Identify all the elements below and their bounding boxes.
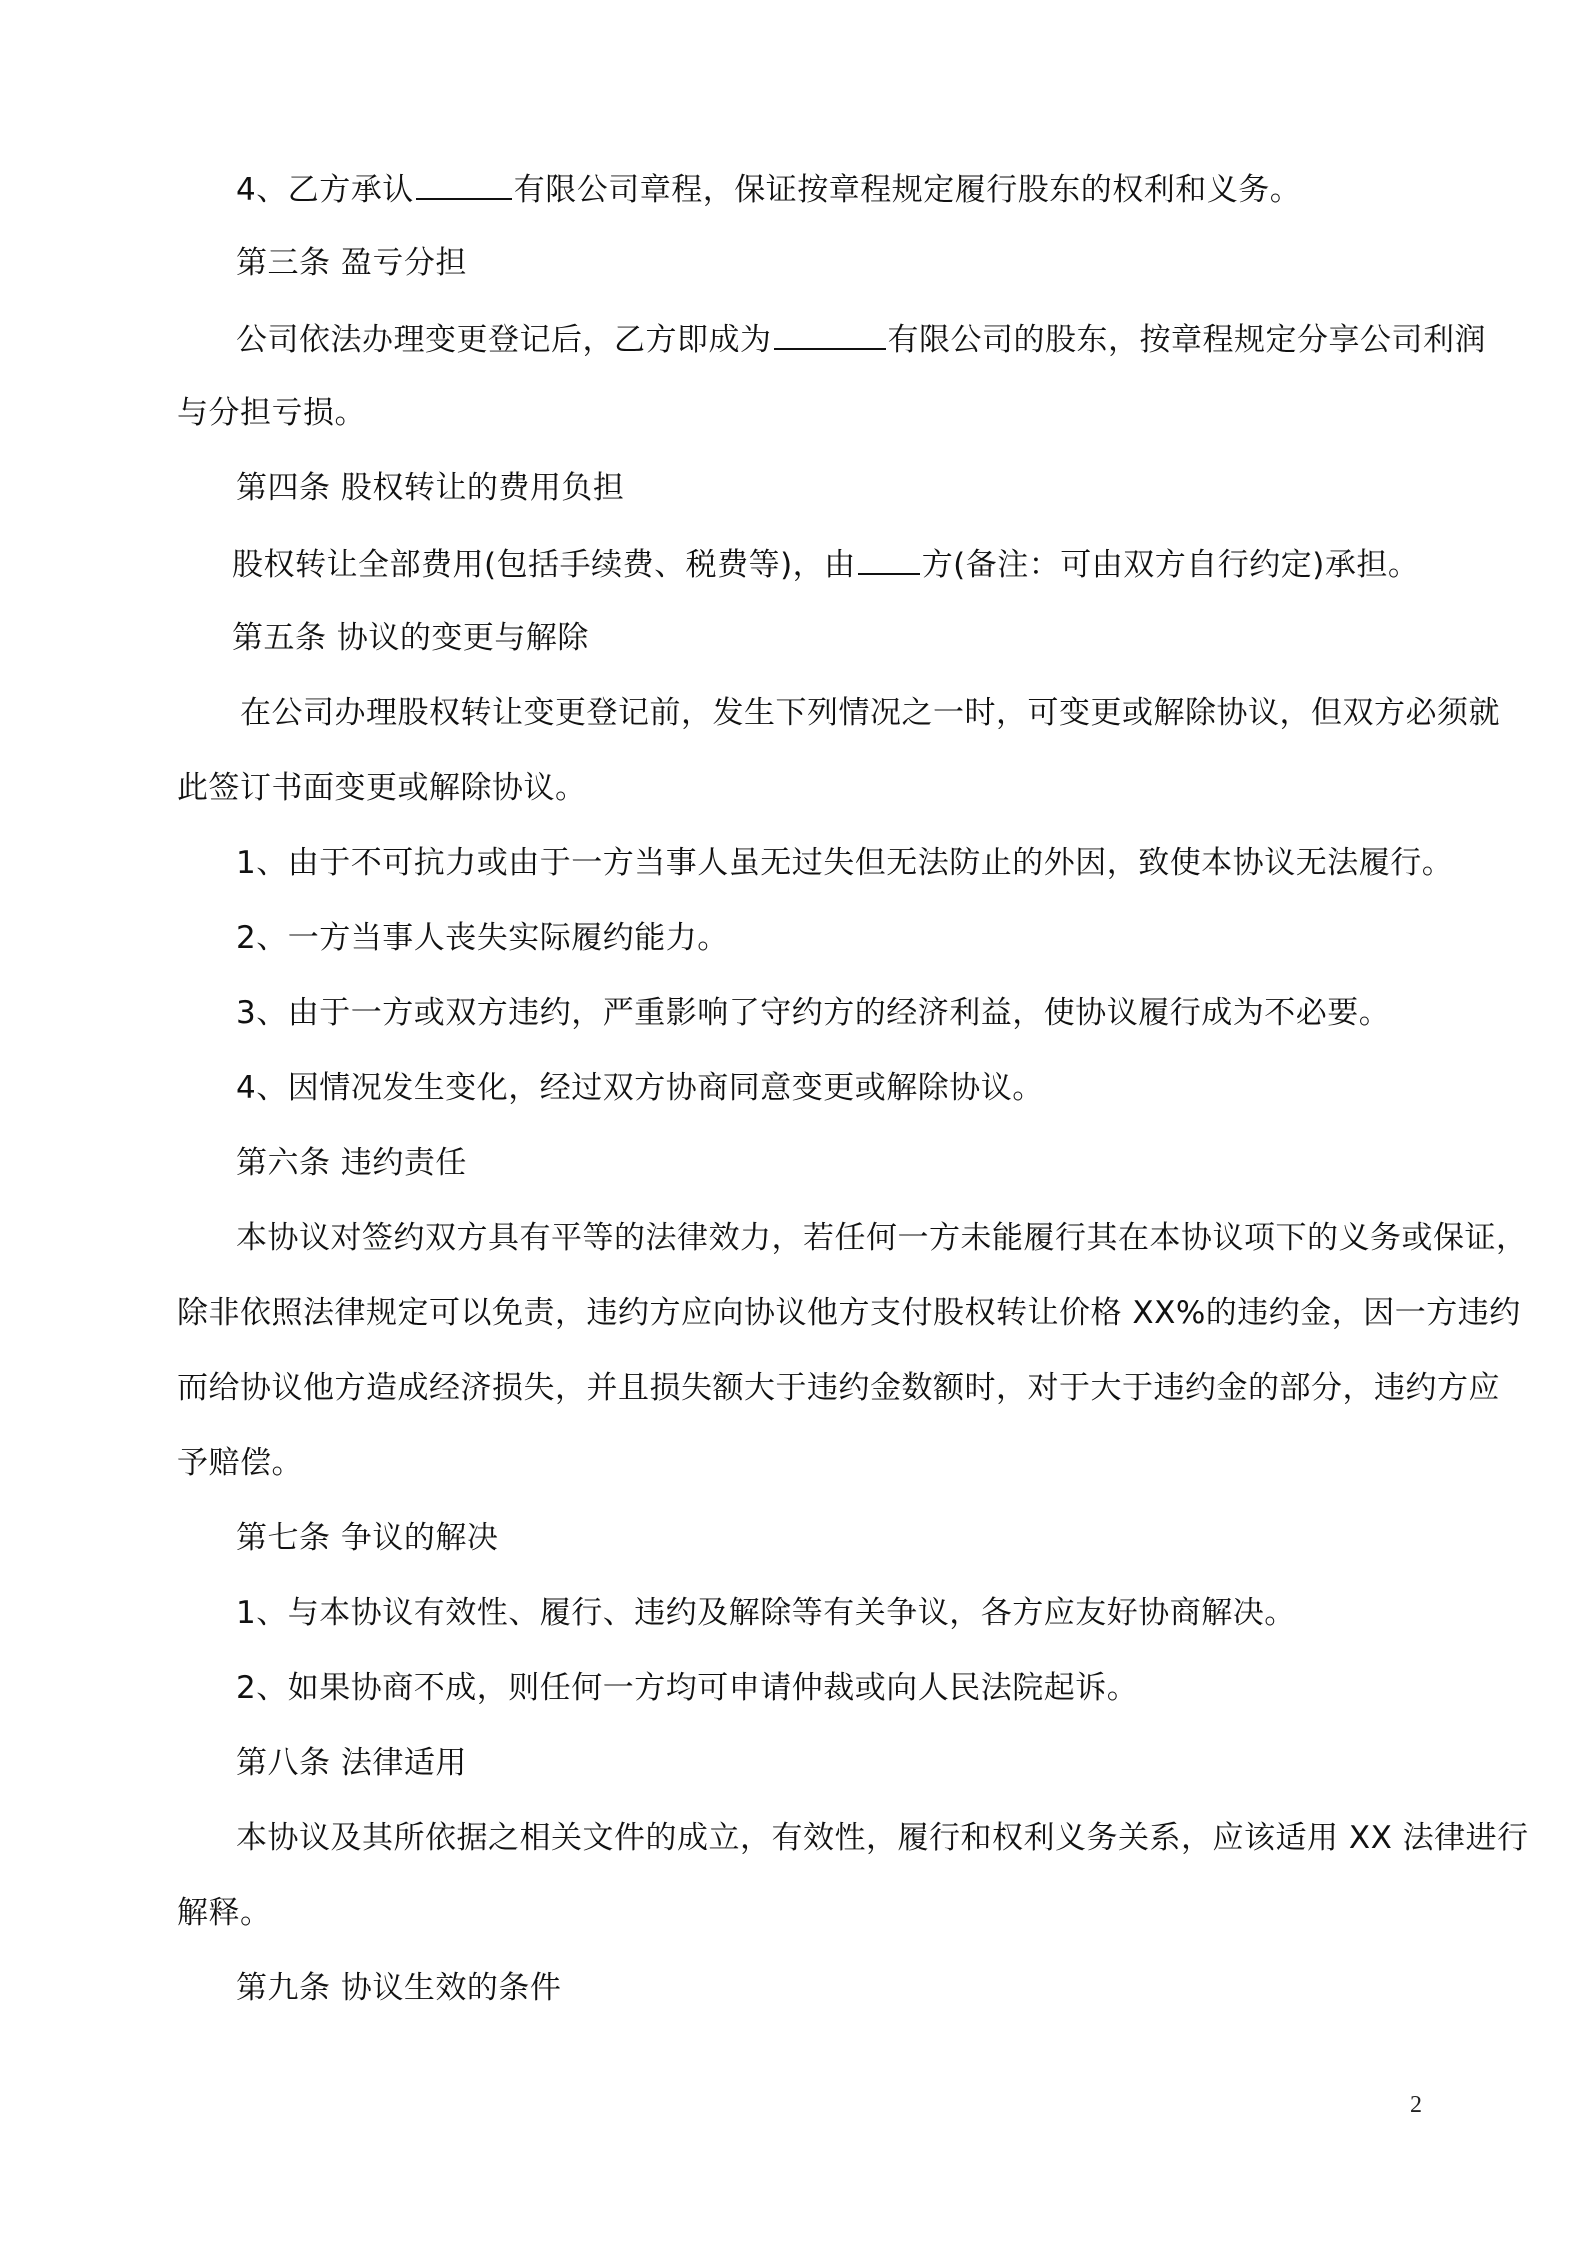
article-8-body-cont: 解释。: [177, 1895, 272, 1931]
article-4-body: [232, 543, 1419, 585]
article-3-body: [236, 318, 1486, 360]
article-5-item-1: 1、由于不可抗力或由于一方当事人虽无过失但无法防止的外因，致使本协议无法履行。: [236, 845, 1454, 881]
clause-2-item-4: [236, 168, 1301, 210]
fill-in-blank: [416, 168, 512, 200]
text-segment: 方(备注：可由双方自行约定)承担。: [921, 547, 1420, 583]
text-segment: 有限公司章程，保证按章程规定履行股东的权利和义务。: [513, 172, 1302, 208]
article-5-item-4: 4、因情况发生变化，经过双方协商同意变更或解除协议。: [236, 1070, 1044, 1106]
article-8-body: 本协议及其所依据之相关文件的成立，有效性，履行和权利义务关系，应该适用 XX 法律进行: [236, 1820, 1529, 1856]
article-5-heading: 第五条 协议的变更与解除: [232, 620, 589, 656]
fill-in-blank: [858, 543, 920, 575]
text-segment: 公司依法办理变更登记后，乙方即成为: [236, 322, 772, 358]
text-segment: 有限公司的股东，按章程规定分享公司利润: [887, 322, 1486, 358]
article-5-body: 在公司办理股权转让变更登记前，发生下列情况之一时，可变更或解除协议，但双方必须就: [240, 695, 1500, 731]
text-segment: 4、乙方承认: [236, 172, 414, 208]
article-7-item-1: 1、与本协议有效性、履行、违约及解除等有关争议，各方应友好协商解决。: [236, 1595, 1296, 1631]
article-5-item-3: 3、由于一方或双方违约，严重影响了守约方的经济利益，使协议履行成为不必要。: [236, 995, 1391, 1031]
article-5-body-cont: 此签订书面变更或解除协议。: [177, 770, 587, 806]
article-6-heading: 第六条 违约责任: [236, 1145, 467, 1181]
text-segment: 股权转让全部费用(包括手续费、税费等)，由: [232, 547, 856, 583]
article-7-heading: 第七条 争议的解决: [236, 1520, 499, 1556]
article-6-body-cont: 予赔偿。: [177, 1445, 303, 1481]
article-3-body-cont: 与分担亏损。: [177, 395, 366, 431]
article-5-item-2: 2、一方当事人丧失实际履约能力。: [236, 920, 729, 956]
article-4-heading: 第四条 股权转让的费用负担: [236, 470, 625, 506]
article-6-body-cont: 而给协议他方造成经济损失，并且损失额大于违约金数额时，对于大于违约金的部分，违约方应: [177, 1370, 1500, 1406]
article-7-item-2: 2、如果协商不成，则任何一方均可申请仲裁或向人民法院起诉。: [236, 1670, 1139, 1706]
fill-in-blank: [774, 318, 886, 350]
article-9-heading: 第九条 协议生效的条件: [236, 1970, 562, 2006]
page-number: 2: [1410, 2092, 1422, 2118]
article-3-heading: 第三条 盈亏分担: [236, 245, 467, 281]
article-8-heading: 第八条 法律适用: [236, 1745, 467, 1781]
article-6-body: 本协议对签约双方具有平等的法律效力，若任何一方未能履行其在本协议项下的义务或保证，: [236, 1220, 1528, 1256]
article-6-body-cont: 除非依照法律规定可以免责，违约方应向协议他方支付股权转让价格 XX%的违约金，因一方违约: [177, 1295, 1521, 1331]
